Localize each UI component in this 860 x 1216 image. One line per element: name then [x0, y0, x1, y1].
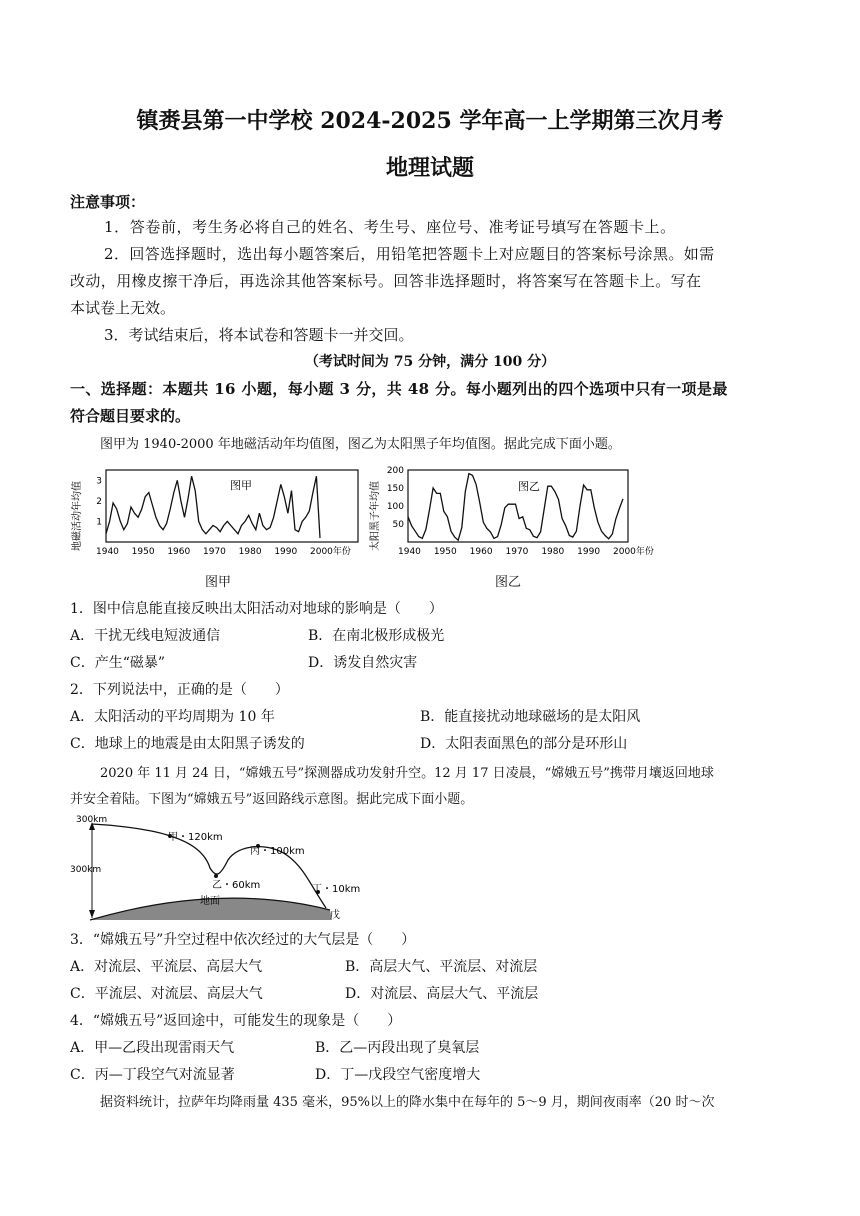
x-tick-label: 1980: [238, 547, 262, 557]
diagram-label-bing: 丙・100km: [250, 846, 305, 857]
intro-3: 据资料统计，拉萨年均降雨量 435 毫米，95%以上的降水集中在每年的 5～9 月，期间夜雨率（20 时～次: [100, 1095, 715, 1110]
notice-item-1: 1．答卷前，考生务必将自己的姓名、考生号、座位号、准考证号填写在答题卡上。: [104, 218, 676, 236]
section-1-heading-line-2: 符合题目要求的。: [70, 407, 191, 425]
q3-option-c: C．平流层、对流层、高层大气: [70, 986, 263, 1002]
diagram-label-top: 300km: [76, 815, 108, 825]
intro-2-line-2: 并安全着陆。下图为“嫦娥五号”返回路线示意图。据此完成下面小题。: [70, 792, 474, 807]
exam-title: 镇赉县第一中学校 2024-2025 学年高一上学期第三次月考: [136, 108, 724, 134]
y-tick-label: 150: [386, 484, 404, 494]
diagram-label-yi: 乙・60km: [212, 880, 261, 891]
x-tick-label: 1970: [505, 547, 529, 557]
x-tick-label: 1970: [203, 547, 226, 557]
chart-sunspot-series-line: [408, 474, 623, 541]
chart-sunspot-ylabel: 太阳黑子年均值: [370, 481, 381, 551]
x-tick-label: 1950: [131, 547, 155, 557]
diagram-label-ding: 丁・10km: [312, 884, 361, 895]
chart-geomagnetic-ylabel: 地磁活动年均值: [72, 481, 83, 551]
diagram-point-yi: [214, 874, 218, 878]
x-tick-label: 1960: [167, 547, 191, 557]
diagram-label-height: 300km: [70, 865, 102, 875]
y-tick-label: 200: [386, 466, 404, 476]
x-tick-label: 2000年份: [613, 547, 654, 557]
x-tick-label: 1960: [469, 547, 493, 557]
chart-geomagnetic-caption: 图甲: [205, 575, 232, 590]
q1-option-a: A．干扰无线电短波通信: [70, 628, 221, 644]
chart-geomagnetic: [70, 462, 370, 562]
q1-option-c: C．产生“磁暴”: [70, 655, 166, 671]
return-path-diagram: [70, 812, 380, 922]
exam-time: （考试时间为 75 分钟，满分 100 分）: [304, 354, 556, 370]
notice-item-2-line-2: 改动，用橡皮擦干净后，再选涂其他答案标号。回答非选择题时，将答案写在答题卡上。写在: [70, 272, 702, 290]
q1-option-b: B．在南北极形成极光: [308, 628, 445, 644]
x-tick-label: 1940: [398, 547, 421, 557]
q2-option-a: A．太阳活动的平均周期为 10 年: [70, 709, 275, 725]
y-tick-label: 50: [392, 520, 404, 530]
q2-option-b: B．能直接扰动地球磁场的是太阳风: [420, 709, 641, 725]
y-tick-label: 3: [96, 476, 102, 487]
q3-option-d: D．对流层、高层大气、平流层: [345, 986, 539, 1002]
intro-2-line-1: 2020 年 11 月 24 日，“嫦娥五号”探测器成功发射升空。12 月 17 日凌晨，“嫦娥五号”携带月壤返回地球: [100, 766, 714, 781]
q2-option-d: D．太阳表面黑色的部分是环形山: [420, 736, 628, 752]
q4-option-b: B．乙—丙段出现了臭氧层: [315, 1040, 480, 1056]
notice-item-2-line-1: 2．回答选择题时，选出每小题答案后，用铅笔把答题卡上对应题目的答案标号涂黑。如需: [104, 245, 715, 263]
q4-option-d: D．丁—戊段空气密度增大: [315, 1067, 481, 1083]
x-tick-label: 1950: [433, 547, 457, 557]
q3-stem: 3．“嫦娥五号”升空过程中依次经过的大气层是（ ）: [70, 932, 416, 948]
x-tick-label: 1980: [541, 547, 565, 557]
notice-item-3: 3．考试结束后，将本试卷和答题卡一并交回。: [104, 326, 414, 344]
x-tick-label: 1990: [577, 547, 601, 557]
chart-sunspot-title: 图乙: [518, 480, 540, 493]
chart-geomagnetic-series-line: [106, 476, 320, 538]
chart-sunspot-caption: 图乙: [495, 575, 522, 590]
q3-option-b: B．高层大气、平流层、对流层: [345, 959, 538, 975]
y-tick-label: 100: [386, 502, 404, 512]
chart-sunspot: [368, 462, 668, 562]
notice-heading: 注意事项：: [70, 193, 146, 211]
x-tick-label: 1940: [96, 547, 119, 557]
exam-subtitle: 地理试题: [385, 155, 474, 181]
x-tick-label: 1990: [274, 547, 298, 557]
q2-stem: 2．下列说法中，正确的是（ ）: [70, 682, 289, 698]
q1-stem: 1．图中信息能直接反映出太阳活动对地球的影响是（ ）: [70, 601, 443, 617]
chart-geomagnetic-title: 图甲: [230, 479, 252, 492]
notice-item-2-line-3: 本试卷上无效。: [70, 299, 176, 317]
q4-option-c: C．丙—丁段空气对流显著: [70, 1067, 235, 1083]
q4-stem: 4．“嫦娥五号”返回途中，可能发生的现象是（ ）: [70, 1013, 402, 1029]
q3-option-a: A．对流层、平流层、高层大气: [70, 959, 263, 975]
intro-1: 图甲为 1940-2000 年地磁活动年均值图，图乙为太阳黑子年均值图。据此完成下面小题。: [100, 437, 621, 452]
x-tick-label: 2000年份: [310, 547, 351, 557]
q2-option-c: C．地球上的地震是由太阳黑子诱发的: [70, 736, 305, 752]
q4-option-a: A．甲—乙段出现雷雨天气: [70, 1040, 235, 1056]
q1-option-d: D．诱发自然灾害: [308, 655, 418, 671]
y-tick-label: 1: [96, 517, 102, 528]
diagram-label-wu: 戊: [330, 910, 340, 921]
diagram-label-jia: 甲・120km: [168, 832, 223, 843]
y-tick-label: 2: [96, 496, 102, 507]
section-1-heading-line-1: 一、选择题：本题共 16 小题，每小题 3 分，共 48 分。每小题列出的四个选项中只有一项是最: [70, 380, 728, 398]
diagram-label-ground: 地面: [200, 896, 220, 907]
